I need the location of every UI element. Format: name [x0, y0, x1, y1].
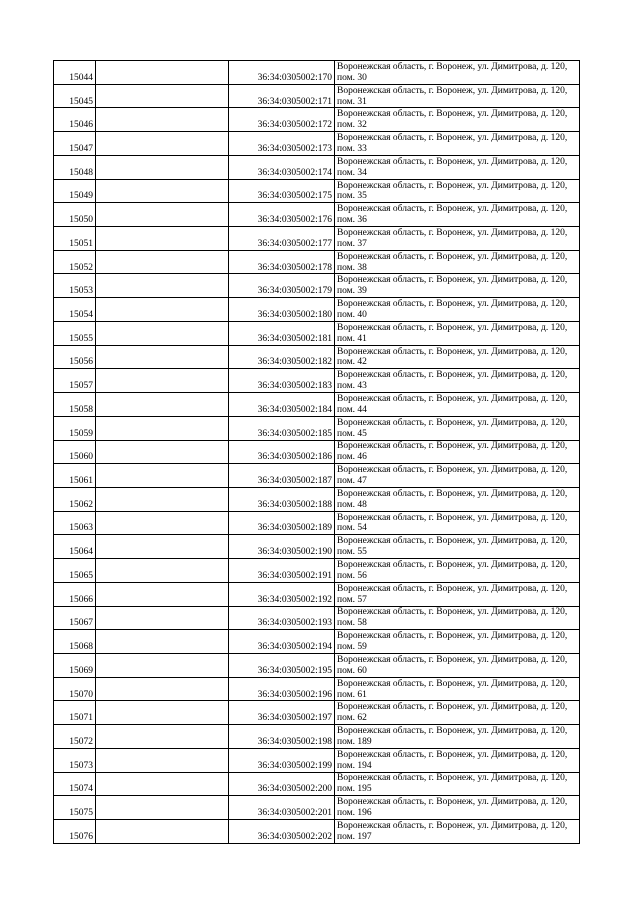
table-row — [54, 772, 580, 796]
table-row — [54, 84, 580, 108]
address-line-2: пом. 61 — [337, 689, 367, 700]
table-row — [54, 559, 580, 583]
address-line-2: пом. 59 — [337, 642, 367, 653]
empty-cell — [96, 464, 229, 488]
row-number-cell: 15046 — [54, 108, 96, 132]
address-line-1: Воронежская область, г. Воронеж, ул. Димитрова, д. 120, — [337, 488, 568, 499]
table-row — [54, 606, 580, 630]
cadastral-number-cell: 36:34:0305002:185 — [229, 416, 335, 440]
row-number-cell: 15053 — [54, 274, 96, 298]
address-line-2: пом. 197 — [337, 831, 372, 842]
row-number-cell: 15063 — [54, 511, 96, 535]
address-line-1: Воронежская область, г. Воронеж, ул. Димитрова, д. 120, — [337, 393, 568, 404]
address-line-1: Воронежская область, г. Воронеж, ул. Димитрова, д. 120, — [337, 180, 568, 191]
table-row — [54, 630, 580, 654]
empty-cell — [96, 582, 229, 606]
address-line-2: пом. 48 — [337, 499, 367, 510]
table-row — [54, 464, 580, 488]
address-cell — [335, 179, 580, 203]
address-cell — [335, 772, 580, 796]
table-row — [54, 132, 580, 156]
address-line-1: Воронежская область, г. Воронеж, ул. Димитрова, д. 120, — [337, 465, 568, 476]
row-number-cell: 15044 — [54, 61, 96, 85]
empty-cell — [96, 61, 229, 85]
empty-cell — [96, 725, 229, 749]
row-number-cell: 15067 — [54, 606, 96, 630]
table-row — [54, 487, 580, 511]
address-line-2: пом. 35 — [337, 191, 367, 202]
row-number-cell: 15052 — [54, 250, 96, 274]
cadastral-number-cell: 36:34:0305002:173 — [229, 132, 335, 156]
address-line-1: Воронежская область, г. Воронеж, ул. Димитрова, д. 120, — [337, 560, 568, 570]
table-row — [54, 653, 580, 677]
cadastral-number-cell: 36:34:0305002:188 — [229, 487, 335, 511]
address-cell — [335, 250, 580, 274]
address-line-2: пом. 45 — [337, 428, 367, 439]
address-cell — [335, 393, 580, 417]
empty-cell — [96, 511, 229, 535]
address-cell — [335, 155, 580, 179]
cadastral-number-cell: 36:34:0305002:180 — [229, 298, 335, 322]
table-row — [54, 701, 580, 725]
cadastral-number-cell: 36:34:0305002:171 — [229, 84, 335, 108]
address-line-1: Воронежская область, г. Воронеж, ул. Димитрова, д. 120, — [337, 275, 568, 286]
address-line-1: Воронежская область, г. Воронеж, ул. Димитрова, д. 120, — [337, 536, 568, 547]
table-row — [54, 203, 580, 227]
table-row — [54, 155, 580, 179]
cadastral-number-cell: 36:34:0305002:201 — [229, 796, 335, 820]
empty-cell — [96, 416, 229, 440]
empty-cell — [96, 748, 229, 772]
address-line-2: пом. 194 — [337, 760, 372, 771]
address-line-2: пом. 30 — [337, 72, 367, 83]
cadastral-number-cell: 36:34:0305002:199 — [229, 748, 335, 772]
row-number-cell: 15060 — [54, 440, 96, 464]
cadastral-number-cell: 36:34:0305002:183 — [229, 369, 335, 393]
address-line-1: Воронежская область, г. Воронеж, ул. Димитрова, д. 120, — [337, 512, 568, 523]
empty-cell — [96, 321, 229, 345]
empty-cell — [96, 440, 229, 464]
address-cell — [335, 796, 580, 820]
cadastral-number-cell: 36:34:0305002:174 — [229, 155, 335, 179]
cadastral-number-cell: 36:34:0305002:184 — [229, 393, 335, 417]
row-number-cell: 15057 — [54, 369, 96, 393]
address-line-1: Воронежская область, г. Воронеж, ул. Димитрова, д. 120, — [337, 156, 568, 167]
address-line-2: пом. 62 — [337, 713, 367, 724]
address-cell — [335, 440, 580, 464]
address-cell — [335, 132, 580, 156]
row-number-cell: 15069 — [54, 653, 96, 677]
empty-cell — [96, 653, 229, 677]
empty-cell — [96, 203, 229, 227]
address-cell — [335, 345, 580, 369]
cadastral-number-cell: 36:34:0305002:187 — [229, 464, 335, 488]
table-row — [54, 321, 580, 345]
cadastral-number-cell: 36:34:0305002:182 — [229, 345, 335, 369]
address-line-2: пом. 55 — [337, 547, 367, 558]
table-row — [54, 179, 580, 203]
address-line-2: пом. 34 — [337, 167, 367, 178]
cadastral-number-cell: 36:34:0305002:192 — [229, 582, 335, 606]
row-number-cell: 15059 — [54, 416, 96, 440]
table-row — [54, 274, 580, 298]
row-number-cell: 15070 — [54, 677, 96, 701]
row-number-cell: 15072 — [54, 725, 96, 749]
address-line-2: пом. 196 — [337, 808, 372, 819]
row-number-cell: 15058 — [54, 393, 96, 417]
table-row — [54, 61, 580, 85]
row-number-cell: 15047 — [54, 132, 96, 156]
address-line-2: пом. 39 — [337, 286, 367, 297]
cadastral-number-cell: 36:34:0305002:195 — [229, 653, 335, 677]
address-cell — [335, 677, 580, 701]
empty-cell — [96, 108, 229, 132]
cadastral-number-cell: 36:34:0305002:172 — [229, 108, 335, 132]
table-row — [54, 227, 580, 251]
row-number-cell: 15073 — [54, 748, 96, 772]
empty-cell — [96, 606, 229, 630]
cadastral-number-cell: 36:34:0305002:176 — [229, 203, 335, 227]
cadastral-number-cell: 36:34:0305002:196 — [229, 677, 335, 701]
cadastral-number-cell: 36:34:0305002:181 — [229, 321, 335, 345]
address-cell — [335, 701, 580, 725]
row-number-cell: 15074 — [54, 772, 96, 796]
empty-cell — [96, 132, 229, 156]
address-line-1: Воронежская область, г. Воронеж, ул. Димитрова, д. 120, — [337, 61, 568, 72]
address-cell — [335, 227, 580, 251]
empty-cell — [96, 345, 229, 369]
address-line-1: Воронежская область, г. Воронеж, ул. Димитрова, д. 120, — [337, 749, 568, 760]
address-cell — [335, 321, 580, 345]
address-cell — [335, 274, 580, 298]
empty-cell — [96, 298, 229, 322]
address-line-1: Воронежская область, г. Воронеж, ул. Димитрова, д. 120, — [337, 654, 568, 665]
cadastral-number-cell: 36:34:0305002:186 — [229, 440, 335, 464]
address-cell — [335, 725, 580, 749]
table-row — [54, 298, 580, 322]
address-line-1: Воронежская область, г. Воронеж, ул. Димитрова, д. 120, — [337, 227, 568, 238]
cadastral-number-cell: 36:34:0305002:200 — [229, 772, 335, 796]
row-number-cell: 15065 — [54, 559, 96, 583]
table-row — [54, 440, 580, 464]
empty-cell — [96, 772, 229, 796]
address-line-1: Воронежская область, г. Воронеж, ул. Димитрова, д. 120, — [337, 607, 568, 618]
address-line-2: пом. 40 — [337, 310, 367, 320]
address-cell — [335, 84, 580, 108]
registry-table — [53, 60, 580, 844]
row-number-cell: 15049 — [54, 179, 96, 203]
address-line-1: Воронежская область, г. Воронеж, ул. Димитрова, д. 120, — [337, 773, 568, 784]
address-line-2: пом. 46 — [337, 452, 367, 463]
address-cell — [335, 606, 580, 630]
cadastral-number-cell: 36:34:0305002:193 — [229, 606, 335, 630]
table-row — [54, 725, 580, 749]
row-number-cell: 15061 — [54, 464, 96, 488]
empty-cell — [96, 393, 229, 417]
cadastral-number-cell: 36:34:0305002:191 — [229, 559, 335, 583]
cadastral-number-cell: 36:34:0305002:178 — [229, 250, 335, 274]
table-row — [54, 677, 580, 701]
row-number-cell: 15050 — [54, 203, 96, 227]
address-line-1: Воронежская область, г. Воронеж, ул. Димитрова, д. 120, — [337, 251, 568, 262]
address-line-2: пом. 195 — [337, 784, 372, 795]
address-line-2: пом. 36 — [337, 215, 367, 226]
address-cell — [335, 820, 580, 844]
row-number-cell: 15075 — [54, 796, 96, 820]
address-line-2: пом. 31 — [337, 96, 367, 107]
address-cell — [335, 369, 580, 393]
empty-cell — [96, 677, 229, 701]
address-line-1: Воронежская область, г. Воронеж, ул. Димитрова, д. 120, — [337, 797, 568, 808]
cadastral-number-cell: 36:34:0305002:189 — [229, 511, 335, 535]
table-row — [54, 108, 580, 132]
address-line-1: Воронежская область, г. Воронеж, ул. Димитрова, д. 120, — [337, 417, 568, 428]
table-row — [54, 796, 580, 820]
table-row — [54, 416, 580, 440]
address-line-2: пом. 54 — [337, 523, 367, 534]
address-line-1: Воронежская область, г. Воронеж, ул. Димитрова, д. 120, — [337, 370, 568, 381]
registry-table-body — [54, 61, 580, 844]
address-line-2: пом. 43 — [337, 381, 367, 392]
address-line-1: Воронежская область, г. Воронеж, ул. Димитрова, д. 120, — [337, 346, 568, 357]
cadastral-number-cell: 36:34:0305002:194 — [229, 630, 335, 654]
empty-cell — [96, 227, 229, 251]
address-line-1: Воронежская область, г. Воронеж, ул. Димитрова, д. 120, — [337, 441, 568, 452]
address-cell — [335, 487, 580, 511]
address-cell — [335, 748, 580, 772]
address-line-1: Воронежская область, г. Воронеж, ул. Димитрова, д. 120, — [337, 583, 568, 594]
address-cell — [335, 535, 580, 559]
address-cell — [335, 511, 580, 535]
row-number-cell: 15048 — [54, 155, 96, 179]
address-line-2: пом. 57 — [337, 594, 367, 605]
table-row — [54, 345, 580, 369]
address-line-2: пом. 33 — [337, 143, 367, 154]
address-line-2: пом. 41 — [337, 333, 367, 344]
address-line-2: пом. 37 — [337, 238, 367, 249]
address-line-1: Воронежская область, г. Воронеж, ул. Димитрова, д. 120, — [337, 85, 568, 96]
table-row — [54, 748, 580, 772]
address-line-1: Воронежская область, г. Воронеж, ул. Димитрова, д. 120, — [337, 109, 568, 120]
cadastral-number-cell: 36:34:0305002:190 — [229, 535, 335, 559]
address-line-1: Воронежская область, г. Воронеж, ул. Димитрова, д. 120, — [337, 631, 568, 642]
cadastral-number-cell: 36:34:0305002:198 — [229, 725, 335, 749]
empty-cell — [96, 701, 229, 725]
empty-cell — [96, 796, 229, 820]
row-number-cell: 15056 — [54, 345, 96, 369]
cadastral-number-cell: 36:34:0305002:197 — [229, 701, 335, 725]
address-line-1: Воронежская область, г. Воронеж, ул. Димитрова, д. 120, — [337, 299, 568, 310]
table-row — [54, 511, 580, 535]
row-number-cell: 15054 — [54, 298, 96, 322]
address-line-1: Воронежская область, г. Воронеж, ул. Димитрова, д. 120, — [337, 702, 568, 713]
cadastral-number-cell: 36:34:0305002:177 — [229, 227, 335, 251]
row-number-cell: 15062 — [54, 487, 96, 511]
address-line-2: пом. 189 — [337, 736, 372, 747]
empty-cell — [96, 250, 229, 274]
address-line-2: пом. 38 — [337, 262, 367, 273]
address-cell — [335, 61, 580, 85]
table-row — [54, 535, 580, 559]
address-line-1: Воронежская область, г. Воронеж, ул. Димитрова, д. 120, — [337, 204, 568, 215]
address-line-2: пом. 42 — [337, 357, 367, 368]
cadastral-number-cell: 36:34:0305002:170 — [229, 61, 335, 85]
row-number-cell: 15068 — [54, 630, 96, 654]
empty-cell — [96, 84, 229, 108]
table-row — [54, 820, 580, 844]
address-cell — [335, 582, 580, 606]
empty-cell — [96, 369, 229, 393]
cadastral-number-cell: 36:34:0305002:202 — [229, 820, 335, 844]
address-cell — [335, 630, 580, 654]
address-line-1: Воронежская область, г. Воронеж, ул. Димитрова, д. 120, — [337, 726, 568, 737]
address-line-1: Воронежская область, г. Воронеж, ул. Димитрова, д. 120, — [337, 133, 568, 144]
address-cell — [335, 203, 580, 227]
empty-cell — [96, 630, 229, 654]
address-cell — [335, 653, 580, 677]
table-row — [54, 393, 580, 417]
address-cell — [335, 108, 580, 132]
table-row — [54, 369, 580, 393]
address-line-2: пом. 60 — [337, 665, 367, 676]
row-number-cell: 15055 — [54, 321, 96, 345]
empty-cell — [96, 155, 229, 179]
row-number-cell: 15051 — [54, 227, 96, 251]
row-number-cell: 15066 — [54, 582, 96, 606]
address-line-1: Воронежская область, г. Воронеж, ул. Димитрова, д. 120, — [337, 678, 568, 689]
address-cell — [335, 298, 580, 322]
row-number-cell: 15064 — [54, 535, 96, 559]
address-cell — [335, 559, 580, 583]
cadastral-number-cell: 36:34:0305002:179 — [229, 274, 335, 298]
empty-cell — [96, 487, 229, 511]
table-row — [54, 582, 580, 606]
empty-cell — [96, 559, 229, 583]
address-line-2: пом. 58 — [337, 618, 367, 629]
empty-cell — [96, 535, 229, 559]
empty-cell — [96, 820, 229, 844]
address-line-1: Воронежская область, г. Воронеж, ул. Димитрова, д. 120, — [337, 820, 568, 831]
empty-cell — [96, 179, 229, 203]
address-line-2: пом. 44 — [337, 404, 367, 415]
row-number-cell: 15076 — [54, 820, 96, 844]
cadastral-number-cell: 36:34:0305002:175 — [229, 179, 335, 203]
address-line-2: пом. 47 — [337, 476, 367, 487]
address-line-1: Воронежская область, г. Воронеж, ул. Димитрова, д. 120, — [337, 322, 568, 333]
address-cell — [335, 464, 580, 488]
row-number-cell: 15045 — [54, 84, 96, 108]
table-row — [54, 250, 580, 274]
address-line-2: пом. 32 — [337, 120, 367, 131]
empty-cell — [96, 274, 229, 298]
row-number-cell: 15071 — [54, 701, 96, 725]
address-line-2: пом. 56 — [337, 570, 367, 581]
address-cell — [335, 416, 580, 440]
